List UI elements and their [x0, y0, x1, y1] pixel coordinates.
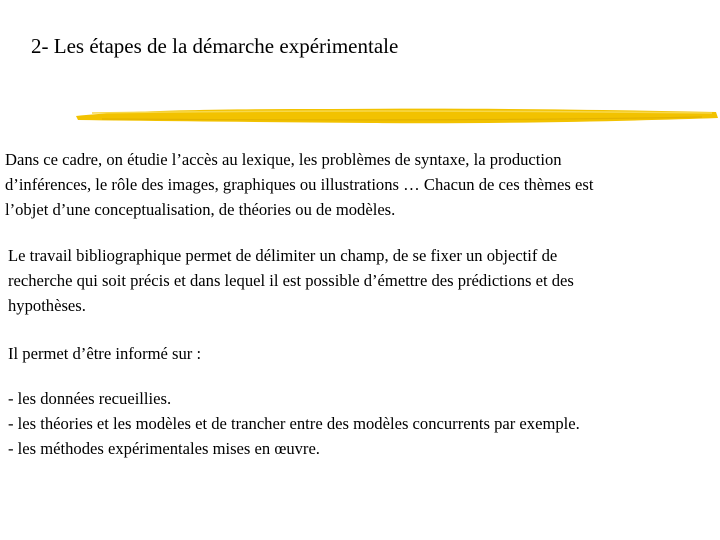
paragraph-informed: [8, 341, 720, 366]
bullet-list: [8, 386, 720, 461]
text-line: hypothèses.: [8, 296, 86, 315]
text-line: recherche qui soit précis et dans lequel il est possible d’émettre des prédictions et des: [8, 271, 574, 290]
paragraph-context: [5, 147, 720, 222]
list-item: - les méthodes expérimentales mises en œuvre.: [8, 439, 320, 458]
list-item: - les théories et les modèles et de trancher entre des modèles concurrents par exemple.: [8, 414, 580, 433]
text-line: l’objet d’une conceptualisation, de théories ou de modèles.: [5, 200, 396, 219]
text-line: Le travail bibliographique permet de délimiter un champ, de se fixer un objectif de: [8, 246, 558, 265]
text-line: Il permet d’être informé sur :: [8, 344, 202, 363]
title-underline-brushstroke: [72, 100, 720, 130]
list-item: - les données recueillies.: [8, 389, 172, 408]
paragraph-bibliography: [8, 243, 720, 318]
slide-title: 2- Les étapes de la démarche expérimentale: [31, 34, 399, 58]
text-line: Dans ce cadre, on étudie l’accès au lexique, les problèmes de syntaxe, la production: [5, 150, 562, 169]
text-line: d’inférences, le rôle des images, graphiques ou illustrations … Chacun de ces thèmes est: [5, 175, 594, 194]
